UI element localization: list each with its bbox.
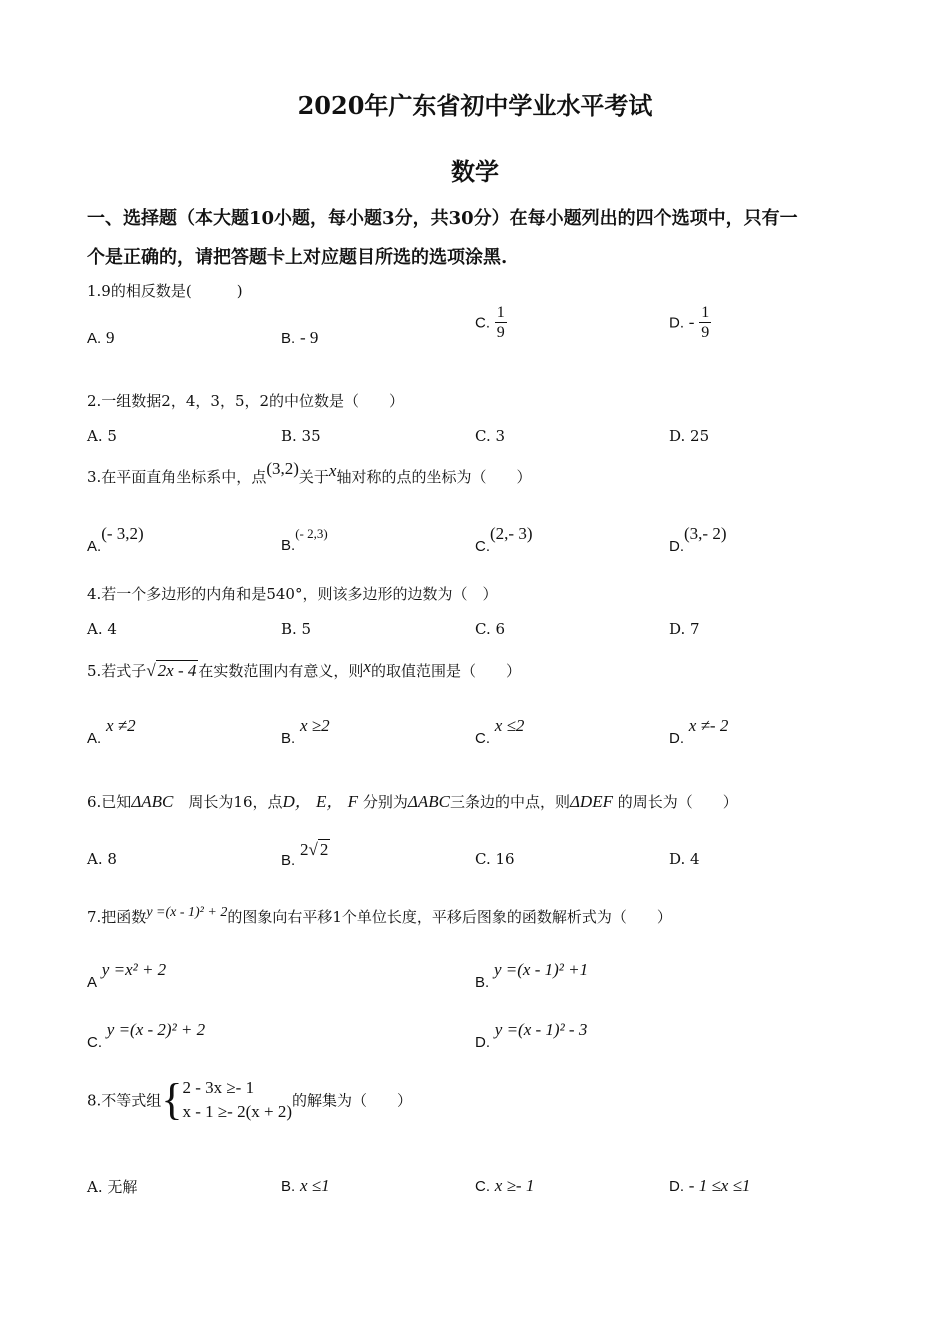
- triangle-abc: ΔABC: [131, 792, 174, 811]
- minus-sign: -: [688, 312, 695, 332]
- option-value: y =(x - 1)² +1: [493, 960, 589, 979]
- q3-option-a: A.(- 3,2): [87, 524, 144, 555]
- q6-option-d: D. 4: [669, 850, 700, 868]
- q6-option-a: A. 8: [87, 850, 117, 868]
- exam-title: 2020年广东省初中学业水平考试: [297, 91, 653, 120]
- variable-x: x: [363, 657, 371, 676]
- function-expression: y =(x - 1)² + 2: [146, 905, 228, 920]
- q3-option-d: D.(3,- 2): [669, 524, 727, 555]
- fraction: $\frac{1}{9}$: [496, 304, 505, 341]
- option-label: A.: [87, 330, 102, 347]
- inequality-system: 2 - 3x ≥- 1 x - 1 ≥- 2(x + 2): [182, 1078, 292, 1121]
- q6-option-c: C. 16: [475, 850, 515, 868]
- triangle-def: ΔDEF: [569, 792, 613, 811]
- q8-option-c: C. x ≥- 1: [475, 1176, 535, 1195]
- sqrt-expression: √ 2: [308, 840, 329, 859]
- q7-option-c: C. y =(x - 2)² + 2: [87, 1020, 206, 1051]
- option-value: (- 3,2): [101, 524, 144, 543]
- midpoints: D， E， F: [282, 792, 359, 811]
- option-value: x ≠- 2: [688, 716, 729, 735]
- option-value: - 9: [299, 328, 319, 347]
- sqrt-expression: √ 2x - 4: [146, 661, 197, 680]
- question-3-stem: 3.在平面直角坐标系中，点(3,2)关于x轴对称的点的坐标为（ ）: [87, 459, 532, 486]
- q6-option-b: B. 2√ 2: [281, 840, 329, 869]
- option-value: 9: [105, 328, 115, 347]
- section-instructions-line1: 一、选择题（本大题10小题，每小题3分，共30分）在每小题列出的四个选项中，只有一: [87, 208, 798, 229]
- brace-symbol: {: [161, 1075, 183, 1124]
- question-8-stem: 8.不等式组{ 2 - 3x ≥- 1 x - 1 ≥- 2(x + 2) 的解集为（ ）: [87, 1075, 413, 1124]
- q2-option-b: B. 35: [281, 427, 321, 445]
- q4-option-c: C. 6: [475, 620, 506, 638]
- axis-variable: x: [328, 461, 337, 480]
- question-5-stem: 5.若式子√ 2x - 4 在实数范围内有意义，则x的取值范围是（ ）: [87, 657, 521, 680]
- question-2-stem: 2.一组数据2，4，3，5，2的中位数是（ ）: [87, 392, 405, 410]
- section-instructions-line2: 个是正确的，请把答题卡上对应题目所选的选项涂黑.: [87, 247, 508, 268]
- option-value: (2,- 3): [490, 524, 533, 543]
- q7-option-b: B. y =(x - 1)² +1: [475, 960, 589, 991]
- q4-option-b: B. 5: [281, 620, 312, 638]
- q8-option-b: B. x ≤1: [281, 1176, 330, 1195]
- option-value: y =(x - 2)² + 2: [106, 1020, 206, 1039]
- q3-option-c: C.(2,- 3): [475, 524, 533, 555]
- q5-option-b: B. x ≥2: [281, 716, 330, 747]
- option-label: B.: [281, 330, 296, 347]
- q5-option-d: D. x ≠- 2: [669, 716, 729, 747]
- q2-option-a: A. 5: [87, 427, 117, 445]
- option-value: y =x² + 2: [101, 960, 167, 979]
- option-label: D.: [669, 314, 684, 332]
- q5-option-c: C. x ≤2: [475, 716, 525, 747]
- q1-option-b: [281, 328, 318, 348]
- option-value: (3,- 2): [684, 524, 727, 543]
- option-value: x ≠2: [105, 716, 136, 735]
- q7-option-d: D. y =(x - 1)² - 3: [475, 1020, 588, 1051]
- q1-option-c: [475, 304, 507, 343]
- q7-option-a: A y =x² + 2: [87, 960, 167, 991]
- question-7-stem: 7.把函数y =(x - 1)² + 2的图象向右平移1个单位长度，平移后图象的函数解析式为（ ）: [87, 905, 672, 926]
- fraction: $\frac{1}{9}$: [701, 304, 710, 341]
- option-value: x ≥- 1: [494, 1176, 535, 1195]
- q4-option-d: D. 7: [669, 620, 700, 638]
- subject-title: 数学: [451, 157, 499, 186]
- q3-option-b: B.(- 2,3): [281, 526, 328, 554]
- q5-option-a: A. x ≠2: [87, 716, 136, 747]
- option-value: (- 2,3): [295, 526, 328, 541]
- option-value: x ≤1: [299, 1176, 330, 1195]
- question-6-stem: 6.已知ΔABC 周长为16，点D， E， F 分别为ΔABC三条边的中点，则ΔDEF 的周长为（ ）: [87, 792, 738, 811]
- point-coordinate: (3,2): [266, 459, 299, 478]
- triangle-abc: ΔABC: [407, 792, 450, 811]
- q1-option-a: [87, 328, 114, 348]
- q2-option-d: D. 25: [669, 427, 710, 445]
- q4-option-a: A. 4: [87, 620, 117, 638]
- q8-option-d: D. - 1 ≤x ≤1: [669, 1176, 751, 1195]
- q2-option-c: C. 3: [475, 427, 506, 445]
- q8-option-a: A. 无解: [87, 1178, 138, 1196]
- option-value: x ≥2: [299, 716, 330, 735]
- q1-option-d: [669, 304, 711, 343]
- option-value: x ≤2: [494, 716, 525, 735]
- option-label: C.: [475, 314, 490, 332]
- question-4-stem: 4.若一个多边形的内角和是540°，则该多边形的边数为（ ）: [87, 585, 498, 603]
- option-value: y =(x - 1)² - 3: [494, 1020, 588, 1039]
- question-1-stem: 1.9的相反数是( ): [87, 282, 243, 300]
- option-value: - 1 ≤x ≤1: [688, 1176, 751, 1195]
